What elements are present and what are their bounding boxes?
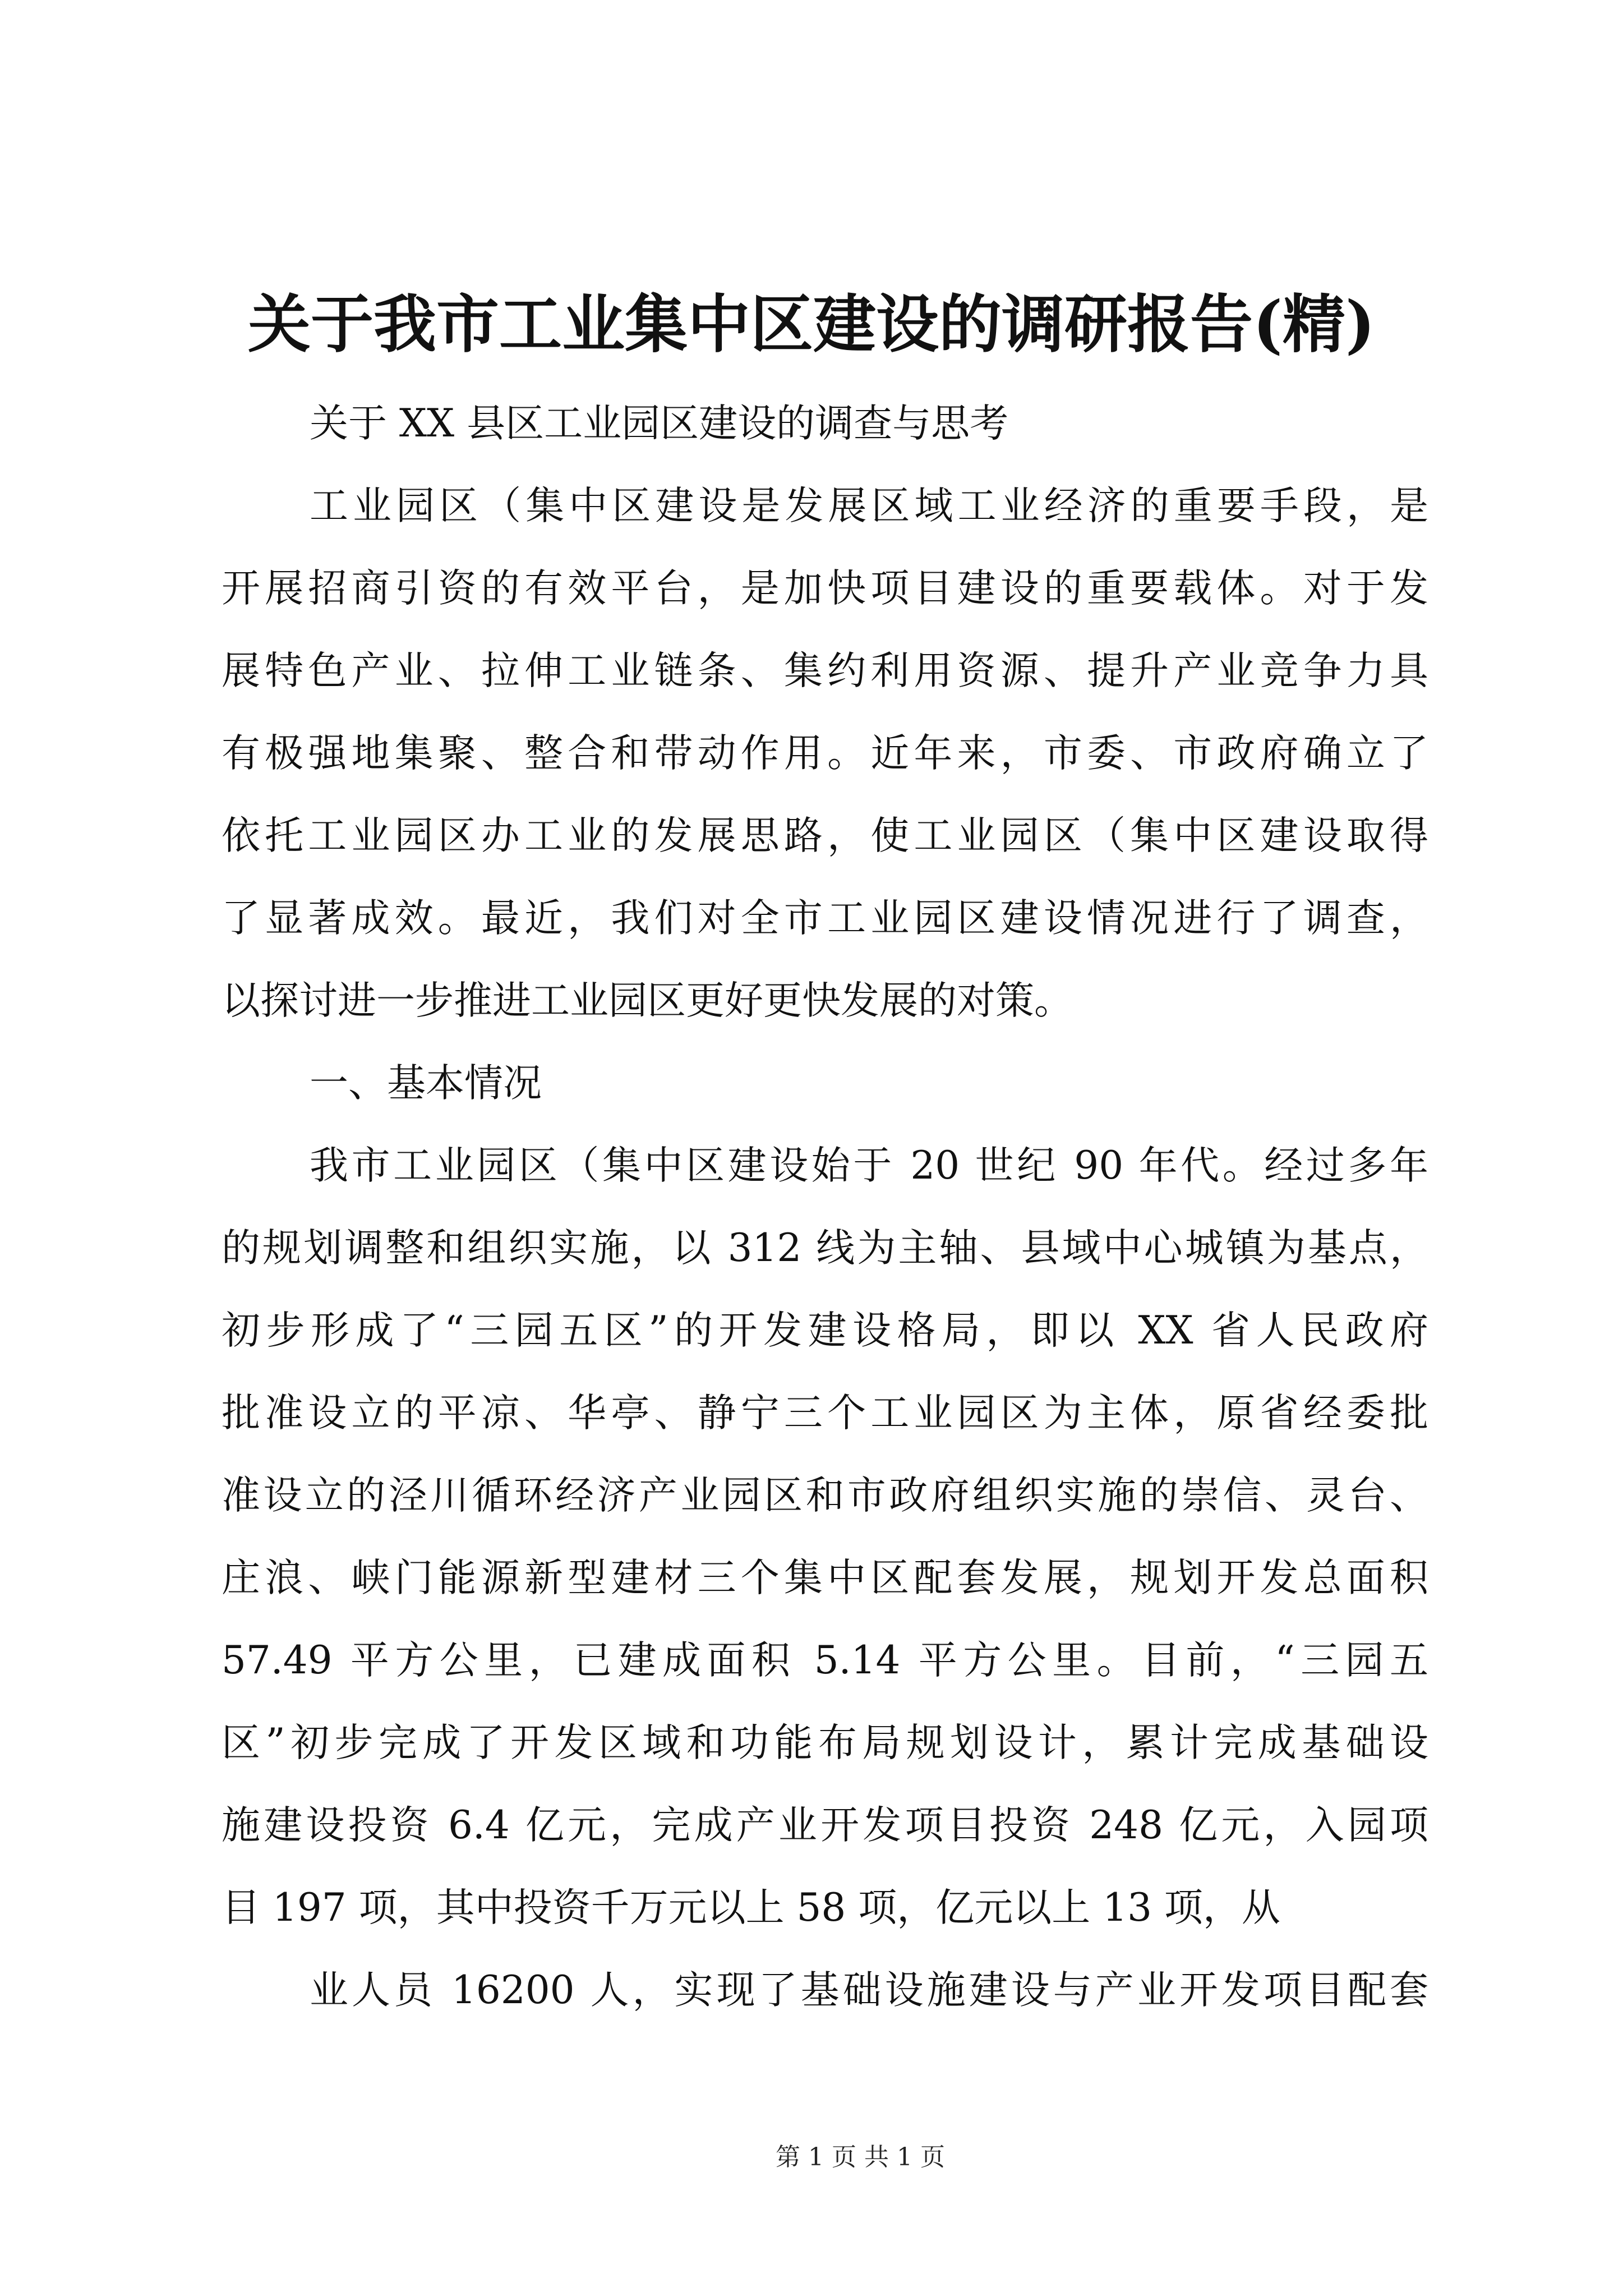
- document-body: [222, 383, 1428, 2032]
- body-line: 准设立的泾川循环经济产业园区和市政府组织实施的崇信、灵台、: [222, 1473, 1428, 1518]
- body-line: 的规划调整和组织实施，以 312 线为主轴、县域中心城镇为基点，: [222, 1226, 1428, 1271]
- section-paragraph: [222, 1125, 1428, 1949]
- body-line: 开展招商引资的有效平台，是加快项目建设的重要载体。对于发: [222, 566, 1428, 611]
- body-line: 有极强地集聚、整合和带动作用。近年来，市委、市政府确立了: [222, 731, 1428, 776]
- document-subtitle: 关于 XX 县区工业园区建设的调查与思考: [310, 401, 1009, 446]
- document-title: 关于我市工业集中区建设的调研报告(精): [248, 288, 1375, 361]
- body-line: 庄浪、峡门能源新型建材三个集中区配套发展，规划开发总面积: [222, 1556, 1428, 1600]
- body-line: 业人员 16200 人，实现了基础设施建设与产业开发项目配套: [310, 1968, 1428, 2013]
- section-heading: 一、基本情况: [310, 1061, 542, 1106]
- body-line: 依托工业园区办工业的发展思路，使工业园区（集中区建设取得: [222, 813, 1428, 858]
- body-line: 初步形成了“三园五区”的开发建设格局，即以 XX 省人民政府: [222, 1308, 1428, 1353]
- body-line: 区”初步完成了开发区域和功能布局规划设计，累计完成基础设: [222, 1720, 1428, 1765]
- body-line: 展特色产业、拉伸工业链条、集约利用资源、提升产业竞争力具: [222, 648, 1428, 693]
- body-line: 57.49 平方公里，已建成面积 5.14 平方公里。目前，“三园五: [222, 1638, 1428, 1683]
- body-line: 了显著成效。最近，我们对全市工业园区建设情况进行了调查，: [222, 896, 1428, 941]
- body-line: 以探讨进一步推进工业园区更好更快发展的对策。: [222, 978, 1073, 1023]
- body-line: 我市工业园区（集中区建设始于 20 世纪 90 年代。经过多年: [310, 1143, 1428, 1188]
- intro-paragraph: [222, 465, 1428, 1042]
- continuation-paragraph: [222, 1949, 1428, 2032]
- body-line: 批准设立的平凉、华亭、静宁三个工业园区为主体，原省经委批: [222, 1391, 1428, 1435]
- body-line: 工业园区（集中区建设是发展区域工业经济的重要手段，是: [310, 484, 1428, 528]
- body-line: 施建设投资 6.4 亿元，完成产业开发项目投资 248 亿元，入园项: [222, 1803, 1428, 1848]
- body-line: 目 197 项，其中投资千万元以上 58 项，亿元以上 13 项，从: [222, 1885, 1280, 1930]
- page-number-footer: 第 1 页 共 1 页: [776, 2143, 945, 2171]
